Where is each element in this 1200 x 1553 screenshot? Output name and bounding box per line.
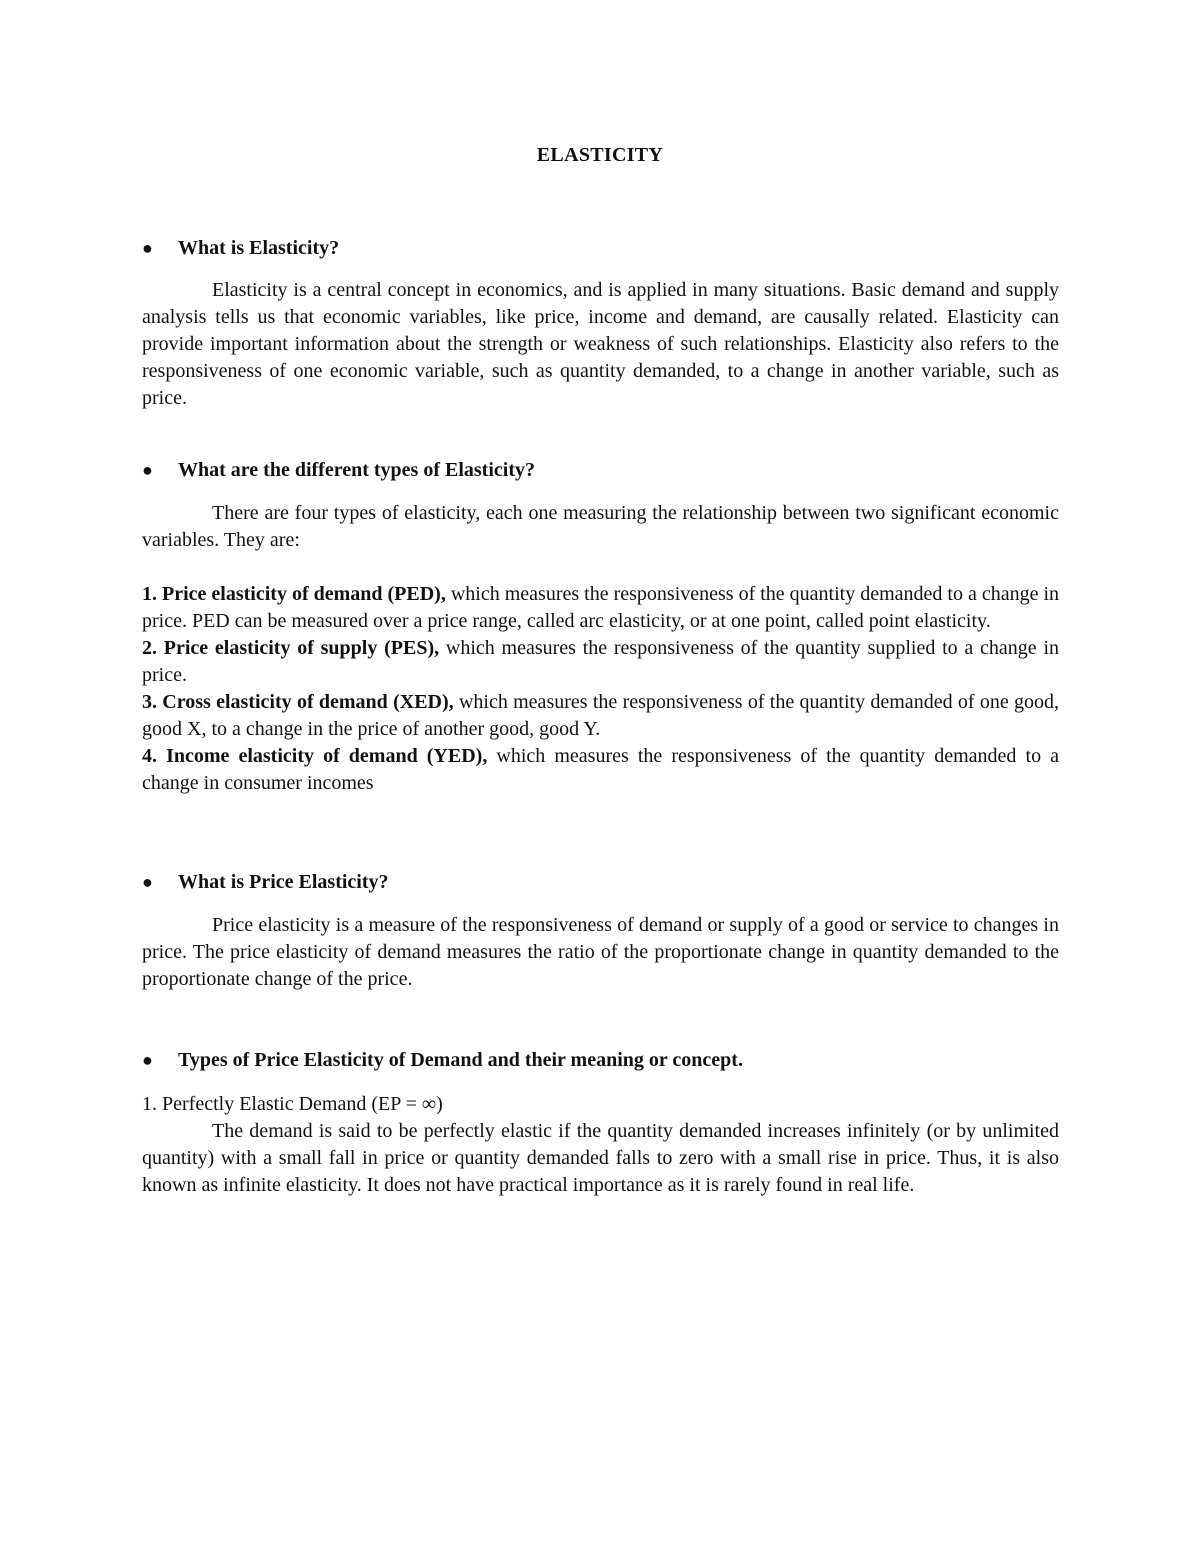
- list-item-term: Cross elasticity of demand (XED),: [162, 691, 454, 713]
- list-item-term: Income elasticity of demand (YED),: [166, 745, 488, 767]
- list-item-number: 2.: [142, 637, 157, 659]
- section-paragraph: There are four types of elasticity, each one measuring the relationship between two significant economic variables. They are:: [142, 502, 1059, 551]
- section-paragraph: Price elasticity is a measure of the responsiveness of demand or supply of a good or service to changes in price. The price elasticity of demand measures the ratio of the proportionate change in quantity demanded to the proportionate change of the price.: [142, 914, 1059, 990]
- list-item-text: which measures the responsiveness of the quantity demanded of one good, good X, to a change in the price of another good, good Y.: [142, 691, 1059, 740]
- list-item: [142, 581, 1059, 635]
- list-item: [142, 689, 1059, 743]
- section-paragraph: The demand is said to be perfectly elastic if the quantity demanded increases infinitely (or by unlimited quantity) with a small fall in price or quantity demanded falls to zero with a small rise in price. Thus, it is also known as infinite elasticity. It does not have practical importance as it is rarely found in real life.: [142, 1120, 1059, 1196]
- section-heading-what-is-elasticity: ● What is Elasticity?: [142, 235, 1062, 262]
- list-item-term: Price elasticity of demand (PED),: [162, 583, 446, 605]
- list-item: [142, 743, 1059, 797]
- list-item-text: which measures the responsiveness of the quantity demanded to a change in consumer incomes: [142, 745, 1060, 794]
- list-item: [142, 635, 1059, 689]
- list-item-text: which measures the responsiveness of the quantity demanded to a change in price. PED can be measured over a price range, called arc elasticity, or at one point, called point elasticity.: [142, 583, 1060, 632]
- section-paragraph: Elasticity is a central concept in economics, and is applied in many situations. Basic demand and supply analysis tells us that economic variables, like price, income and demand, are causally related. Elasticity can provide important information about the strength or weakness of such relationships. Elasticity also refers to the responsiveness of one economic variable, such as quantity demanded, to a change in another variable, such as price.: [142, 279, 1059, 409]
- list-item-number: 1.: [142, 583, 157, 605]
- list-item-text: which measures the responsiveness of the quantity supplied to a change in price.: [142, 637, 1060, 686]
- section-heading-types-of-ped: ● Types of Price Elasticity of Demand and their meaning or concept.: [142, 1047, 1062, 1074]
- elasticity-types-list: [142, 581, 1059, 797]
- list-item-number: 4.: [142, 745, 157, 767]
- bullet-icon: ●: [142, 460, 153, 480]
- list-item-number: 3.: [142, 691, 157, 713]
- list-item-term: Price elasticity of supply (PES),: [163, 637, 440, 659]
- bullet-icon: ●: [142, 238, 153, 258]
- bullet-icon: ●: [142, 872, 153, 892]
- bullet-icon: ●: [142, 1050, 153, 1070]
- section-heading-types-of-elasticity: ● What are the different types of Elasticity?: [142, 457, 1062, 484]
- document-title: ELASTICITY: [536, 144, 664, 166]
- subsection-heading: 1. Perfectly Elastic Demand (EP = ∞): [142, 1093, 443, 1115]
- section-heading-price-elasticity: ● What is Price Elasticity?: [142, 869, 1062, 896]
